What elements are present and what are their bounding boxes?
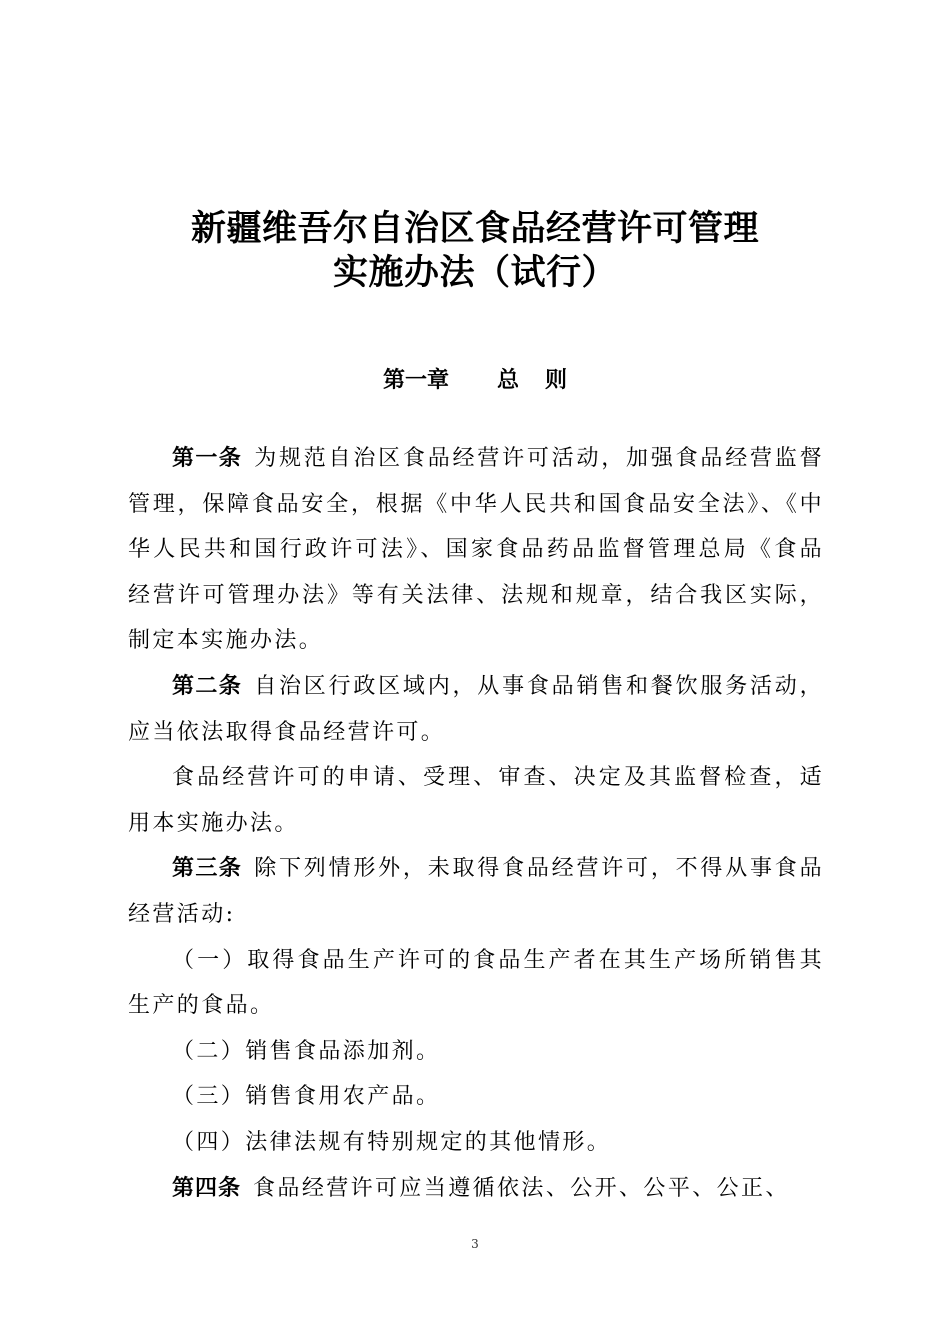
- article-label: 第三条: [172, 856, 243, 882]
- article-3-item-1: [128, 938, 824, 1029]
- chapter-heading: [0, 364, 950, 398]
- article-text: （三）销售食用农产品。: [172, 1084, 441, 1110]
- article-text: 自治区行政区域内，从事食品销售和餐饮服务活动，应当依法取得食品经营许可。: [128, 673, 824, 745]
- article-3: [128, 846, 824, 937]
- article-2-paragraph-2: [128, 755, 824, 846]
- document-title-line-2: 实施办法（试行）: [332, 253, 617, 293]
- chapter-title-char-1: 总: [496, 368, 519, 393]
- page-number: 3: [471, 1237, 479, 1251]
- article-text: 除下列情形外，未取得食品经营许可，不得从事食品经营活动:: [128, 856, 824, 927]
- article-label: 第一条: [172, 446, 243, 471]
- article-3-item-4: [128, 1120, 824, 1166]
- article-2: [128, 664, 824, 755]
- article-text: 食品经营许可应当遵循依法、公开、公平、公正、: [253, 1175, 790, 1201]
- article-3-item-2: [128, 1029, 824, 1075]
- article-1: [128, 436, 824, 664]
- article-label: 第四条: [172, 1175, 242, 1201]
- article-text: （二）销售食品添加剂。: [172, 1038, 441, 1064]
- article-3-item-3: [128, 1074, 824, 1120]
- document-title-line-1: 新疆维吾尔自治区食品经营许可管理: [190, 209, 759, 249]
- article-text: （一）取得食品生产许可的食品生产者在其生产场所销售其生产的食品。: [128, 947, 824, 1019]
- document-body: [128, 436, 824, 1211]
- article-label: 第二条: [172, 673, 243, 699]
- article-text: （四）法律法规有特别规定的其他情形。: [172, 1129, 612, 1155]
- chapter-title-char-2: 则: [545, 368, 568, 393]
- article-4: [128, 1166, 824, 1212]
- article-text: 食品经营许可的申请、受理、审查、决定及其监督检查，适用本实施办法。: [128, 765, 824, 836]
- article-text: 为规范自治区食品经营许可活动，加强食品经营监督管理，保障食品安全，根据《中华人民共和国食品安全法》、《中华人民共和国行政许可法》、国家食品药品监督管理总局《食品经营许可管理办法》等有关法律、法规和规章，结合我区实际，制定本实施办法。: [128, 446, 824, 654]
- chapter-number: 第一章: [382, 368, 449, 393]
